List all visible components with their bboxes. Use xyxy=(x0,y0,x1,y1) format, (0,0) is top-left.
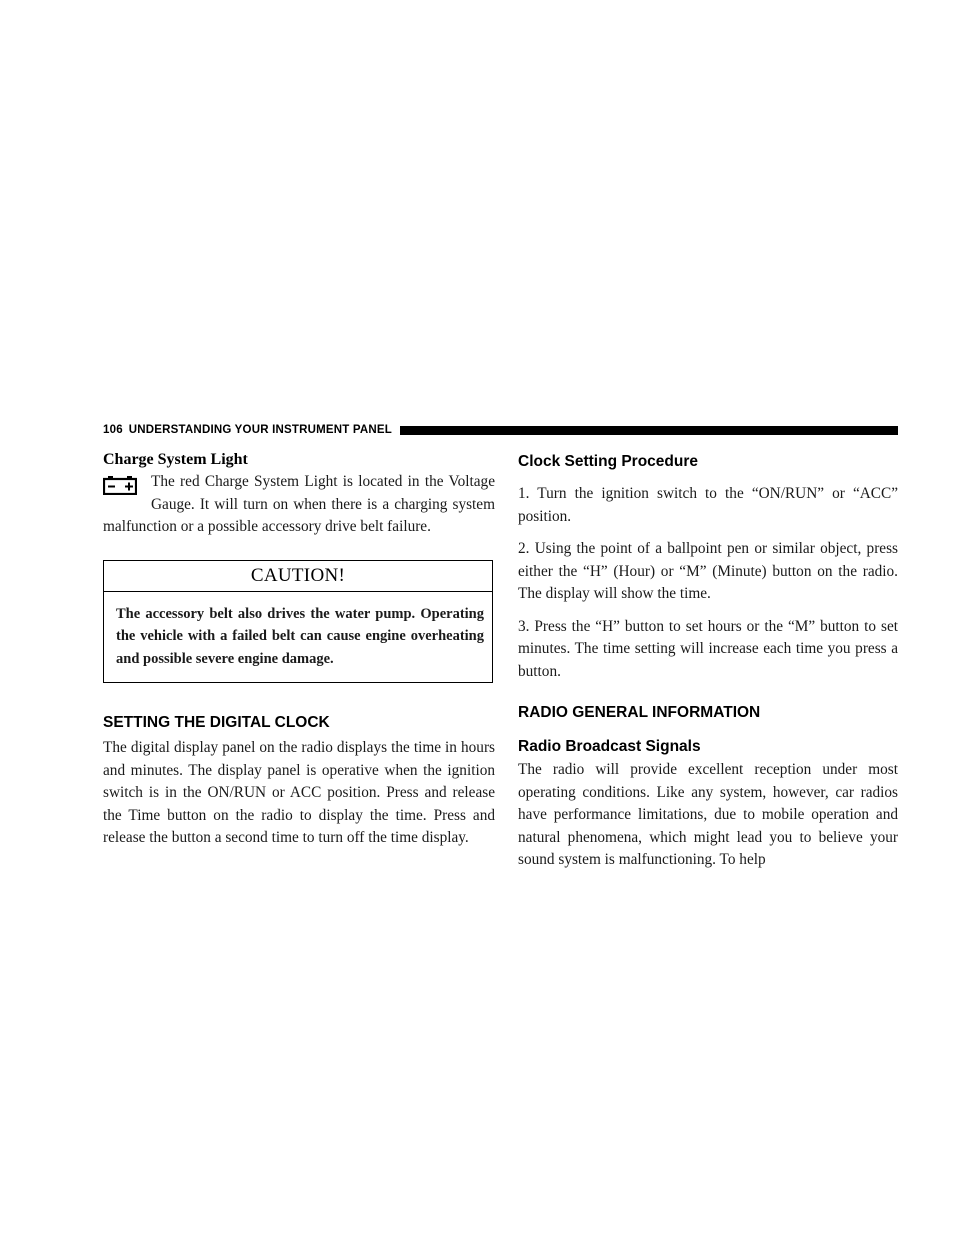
digital-clock-heading: SETTING THE DIGITAL CLOCK xyxy=(103,714,330,731)
battery-icon xyxy=(103,475,137,495)
running-header xyxy=(103,423,898,437)
right-column xyxy=(518,450,898,872)
charge-system-heading: Charge System Light xyxy=(103,451,248,468)
procedure-step-1: 1. Turn the ignition switch to the “ON/RUN” or “ACC” position. xyxy=(518,485,898,525)
header-rule xyxy=(400,426,898,435)
charge-system-paragraph xyxy=(103,471,495,539)
left-column xyxy=(103,450,495,850)
caution-box xyxy=(103,560,493,684)
digital-clock-text: The digital display panel on the radio displays the time in hours and minutes. The display panel is operative when the ignition switch is in the ON/RUN or ACC position. Press and release the Time button on the radio to display the time. Press and release the button a second time to turn off the time display. xyxy=(103,739,495,846)
caution-text: The accessory belt also drives the water pump. Operating the vehicle with a failed belt can cause engine overheating and possible severe engine damage. xyxy=(116,605,484,667)
procedure-step-2: 2. Using the point of a ballpoint pen or similar object, press either the “H” (Hour) or “M” (Minute) button on the radio. The display will show the time. xyxy=(518,540,898,602)
radio-info-heading: RADIO GENERAL INFORMATION xyxy=(518,704,761,721)
section-title: UNDERSTANDING YOUR INSTRUMENT PANEL xyxy=(128,424,392,436)
caution-title: CAUTION! xyxy=(104,561,492,592)
charge-system-text: The red Charge System Light is located in the Voltage Gauge. It will turn on when there is a charging system malfunction or a possible accessory drive belt failure. xyxy=(103,473,495,535)
page-number: 106 xyxy=(103,424,123,436)
broadcast-signals-text: The radio will provide excellent reception under most operating conditions. Like any system, however, car radios have performance limitations, due to mobile operation and natural phenomena, which might lead you to believe your sound system is malfunctioning. To help xyxy=(518,761,898,868)
broadcast-signals-heading: Radio Broadcast Signals xyxy=(518,738,701,755)
procedure-step-3: 3. Press the “H” button to set hours or the “M” button to set minutes. The time setting will increase each time you press a button. xyxy=(518,617,898,680)
clock-procedure-heading: Clock Setting Procedure xyxy=(518,453,699,470)
